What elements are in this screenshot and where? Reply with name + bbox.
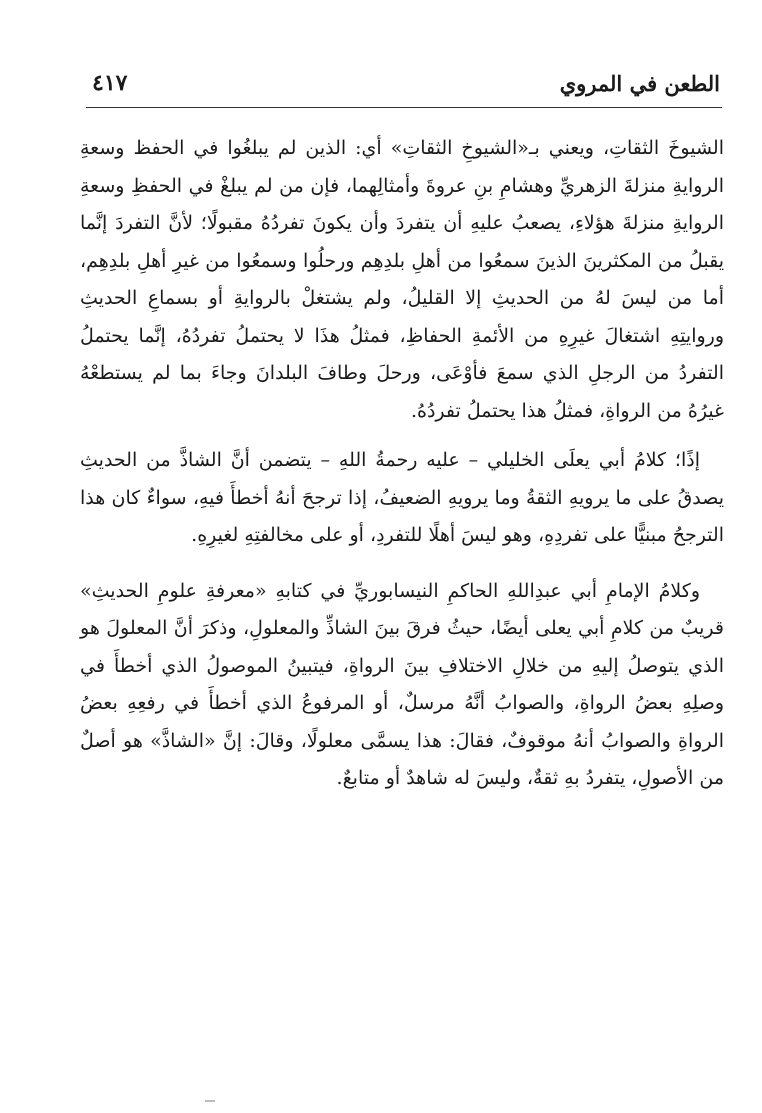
scan-mark [205,1100,215,1102]
paragraph-2: إذًا؛ كلامُ أبي يعلَى الخليلي – عليه رحمةُ اللهِ – يتضمن أنَّ الشاذَّ من الحديثِ يصدقُ على ما يرويهِ الثقةُ وما يرويهِ الضعيفُ، إذا ترجحَ أنهُ أخطأَ فيهِ، سواءٌ كان هذا الترجحُ مبنيًّا على تفردِهِ، وهو ليسَ أهلًا للتفردِ، أو على مخالفتِهِ لغيرِهِ. [80,449,724,546]
page-header [92,62,720,104]
paragraph-1: الشيوخَ الثقاتِ، ويعني بـ«الشيوخِ الثقاتِ» أي: الذين لم يبلغُوا في الحفظ وسعةِ الروايةِ منزلةَ الزهريِّ وهشامِ بنِ عروةَ وأمثالِهما، فإن من لم يبلغْ في الحفظِ وسعةِ الروايةِ منزلةَ هؤلاءِ، يصعبُ عليهِ أن يتفردَ وأن يكونَ تفردُهُ مقبولًا؛ لأنَّ التفردَ إنَّما يقبلُ من المكثرينَ الذينَ سمعُوا من أهلِ بلدِهِم ورحلُوا وسمعُوا من غيرِ أهلِ بلدِهِم، أما من ليسَ لهُ من الحديثِ إلا القليلُ، ولم يشتغلْ بالروايةِ أو بسماعِ الحديثِ وروايتِهِ اشتغالَ غيرِهِ من الأئمةِ الحفاظِ، فمثلُ هذَا لا يحتملُ تفردُهُ، إنَّما يحتملُ التفردُ من الرجلِ الذي سمعَ فأوْعَى، ورحلَ وطافَ البلدانَ وجاءَ بما لم يستطعْهُ غيرُهُ من الرواةِ، فمثلُ هذا يحتملُ تفردُهُ. [80,137,724,422]
running-title: الطعن في المروي [559,70,720,96]
paragraph-3: وكلامُ الإمامِ أبي عبدِاللهِ الحاكمِ النيسابوريِّ في كتابهِ «معرفةِ علومِ الحديثِ» قريبٌ من كلامِ أبي يعلى أيضًا، حيثُ فرقَ بينَ الشاذِّ والمعلولِ، وذكرَ أنَّ المعلولَ هو الذي يتوصلُ إليهِ من خلالِ الاختلافِ بينَ الرواةِ، فيتبينُ الموصولُ الذي أخطأَ في وصلِهِ بعضُ الرواةِ، والصوابُ أنَّهُ مرسلٌ، أو المرفوعُ الذي أخطأَ في رفعِهِ بعضُ الرواةِ والصوابُ أنهُ موقوفٌ، فقالَ: هذا يسمَّى معلولًا، وقالَ: إنَّ «الشاذَّ» هو أصلٌ من الأصولِ، يتفردُ بهِ ثقةٌ، وليسَ له شاهدٌ أو متابعٌ. [80,579,724,789]
main-text [80,130,724,798]
page-number: ٤١٧ [92,70,128,96]
header-divider [86,107,722,108]
